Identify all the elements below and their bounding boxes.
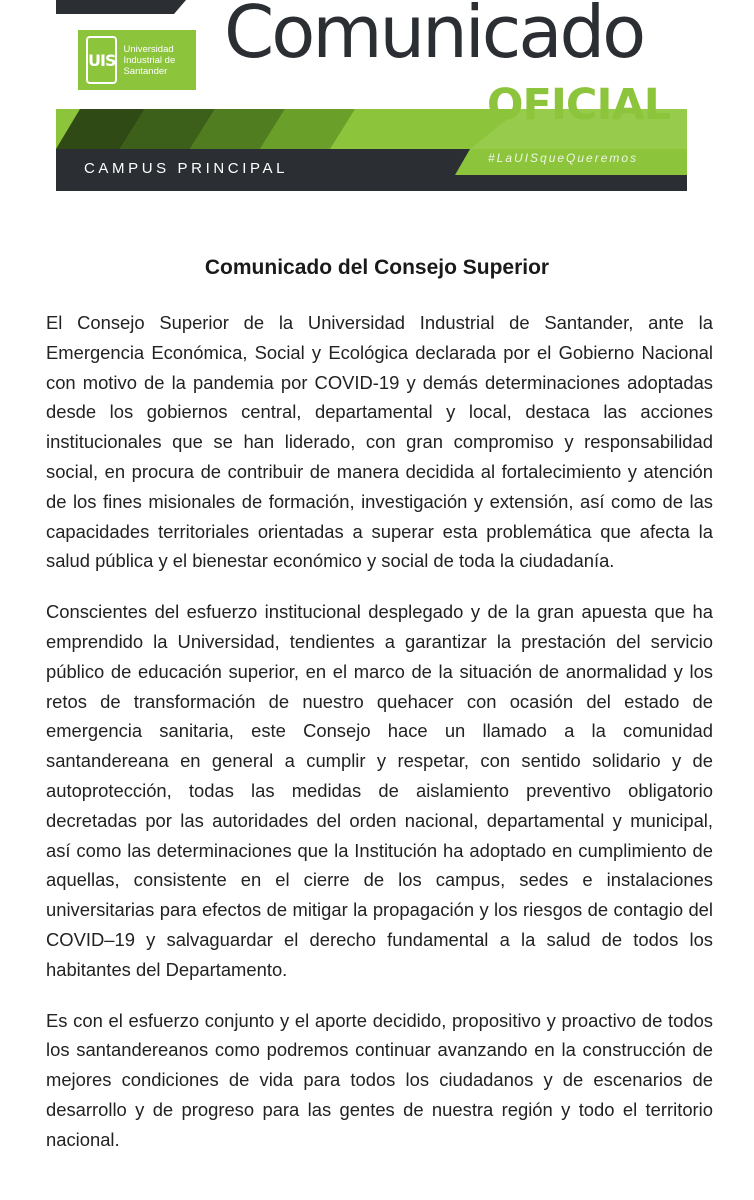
hashtag: #LaUISqueQueremos [488,151,639,165]
logo-text: Universidad Industrial de Santander [123,43,176,77]
paragraph: Conscientes del esfuerzo institucional desplegado y de la gran apuesta que ha emprendido la Universidad, tendientes a garantizar la prestación del servicio público de educación superior, en el marco de la situación de anormalidad y los retos de transformación de nuestro quehacer con ocasión del estado de emergencia sanitaria, este Consejo hace un llamado a la comunidad santandereana en general a cumplir y respetar, con sentido solidario y de autoprotección, todas las medidas de aislamiento preventivo obligatorio decretadas por las autoridades del orden nacional, departamental y municipal, así como las determinaciones que la Institución ha adoptado en cumplimiento de aquellas, consistente en el cierre de los campus, sedes e instalaciones universitarias para efectos de mitigar la propagación y los riesgos de contagio del COVID–19 y salvaguardar el derecho fundamental a la salud de todos los habitantes del Departamento. [46,601,713,980]
uis-logo-icon: UIS [86,36,117,84]
header-banner [0,0,754,200]
document-heading: Comunicado del Consejo Superior [204,256,550,279]
document-body [46,308,713,1176]
campus-label: CAMPUS PRINCIPAL [84,160,289,177]
paragraph: Es con el esfuerzo conjunto y el aporte decidido, propositivo y proactivo de todos los santandereanos como podremos continuar avanzando en la construcción de mejores condiciones de vida para todos los ciudadanos y de escenarios de desarrollo y de progreso para las gentes de nuestra región y todo el territorio nacional. [46,1009,713,1150]
banner-title: Comunicado [224,0,644,74]
banner-subtitle: OFICIAL [487,80,671,130]
uis-logo [78,30,196,90]
paragraph: El Consejo Superior de la Universidad Industrial de Santander, ante la Emergencia Económica, Social y Ecológica declarada por el Gobierno Nacional con motivo de la pandemia por COVID-19 y demás determinaciones adoptadas desde los gobiernos central, departamental y local, destaca las acciones institucionales que se han liderado, con gran compromiso y responsabilidad social, en procura de contribuir de manera decidida al fortalecimiento y atención de los fines misionales de formación, investigación y extensión, así como de las capacidades territoriales orientadas a superar esta problemática que afecta la salud pública y el bienestar económico y social de toda la ciudadanía. [46,312,713,572]
